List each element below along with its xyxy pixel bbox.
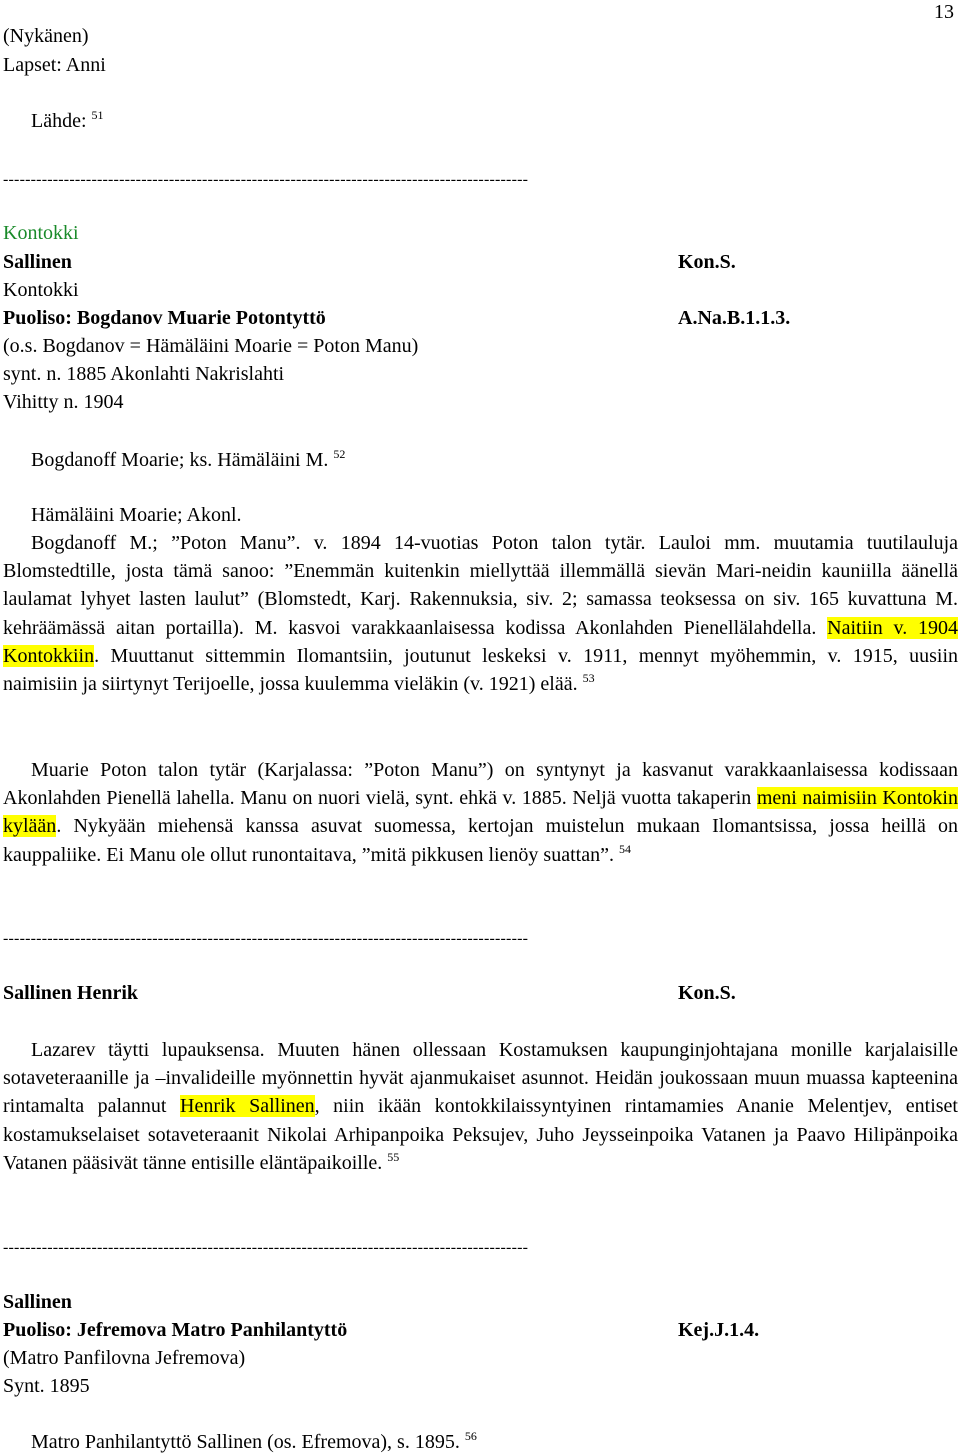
text-line: (Nykänen): [3, 25, 89, 47]
place: Kontokki: [3, 279, 79, 301]
reference-code: A.Na.B.1.1.3.: [678, 307, 791, 329]
reference-text: Bogdanoff Moarie; ks. Hämäläini M.: [31, 449, 329, 471]
paragraph: [3, 529, 958, 698]
birth-line: Synt. 1895: [3, 1375, 90, 1397]
spouse-line: Puoliso: Jefremova Matro Panhilantyttö: [3, 1319, 348, 1341]
paragraph-text: . Muuttanut sittemmin Ilomantsiin, joutunut leskeksi v. 1911, mennyt myöhemmin, v. 1915, uusiin naimisiin ja siirtynyt Terijoelle, jossa kuulemma vieläkin (v. 1921) elää.: [3, 644, 958, 696]
divider: -----------------------------------------------------------------------------------------------: [3, 1239, 529, 1256]
divider: -----------------------------------------------------------------------------------------------: [3, 930, 529, 947]
highlighted-text: Henrik Sallinen: [180, 1095, 315, 1118]
paragraph-heading: Hämäläini Moarie; Akonl.: [31, 504, 242, 526]
reference-line: [31, 1430, 477, 1454]
source-line: [31, 109, 104, 133]
highlighted-text: meni naimisiin Kontokin kylään: [3, 787, 958, 838]
alias-line: (o.s. Bogdanov = Hämäläini Moarie = Poton Manu): [3, 335, 419, 357]
footnote-ref: 51: [91, 108, 104, 122]
source-label: Lähde:: [31, 110, 87, 132]
footnote-ref: 56: [464, 1429, 477, 1443]
paragraph-text: . Nykyään miehensä kanssa asuvat suomessa, kertojan muistelun mukaan Ilomantsissa, jossa heillä on kauppaliike. Ei Manu ole ollut runontaitava, ”mitä pikkusen lienöy suattan”.: [3, 815, 958, 866]
person-name: Sallinen Henrik: [3, 982, 139, 1004]
text-line: Lapset: Anni: [3, 54, 106, 76]
paragraph-text: Lazarev täytti lupauksensa. Muuten hänen ollessaan Kostamuksen kaupunginjohtajana monille karjalaisille sotaveteraanille ja –invalideille myönnettin hyvät ajanmukaiset asunnot. Heidän joukossaan muun muassa kapteenina rintamalta palannut: [3, 1039, 958, 1118]
paragraph-text: Muarie Poton talon tytär (Karjalassa: ”Poton Manu”) on syntynyt ja kasvanut varakkaanlaisessa kodissaan Akonlahden Pienellä lahella. Manu on nuori vielä, synt. ehkä v. 1885. Neljä vuotta takaperin: [3, 759, 958, 810]
page-number: 13: [934, 1, 954, 23]
surname: Sallinen: [3, 251, 72, 273]
birth-line: synt. n. 1885 Akonlahti Nakrislahti: [3, 363, 285, 385]
footnote-ref: 53: [582, 671, 595, 686]
footnote-ref: 54: [618, 841, 631, 856]
reference-text: Matro Panhilantyttö Sallinen (os. Efremova), s. 1895.: [31, 1431, 460, 1453]
marriage-line: Vihitty n. 1904: [3, 391, 124, 413]
spouse-line: Puoliso: Bogdanov Muarie Potontyttö: [3, 307, 326, 329]
paragraph-text: Bogdanoff M.; ”Poton Manu”. v. 1894 14-vuotias Poton talon tytär. Lauloi mm. muutamia tuutilauluja Blomstedtille, josta tämä sanoo: ”Enemmän kuitenkin miellyttää illemmällä sievän Mari-neidin kauniilla äänellä laulamat lyhyet lasten laulut” (Blomstedt, Karj. Rakennuksia, siv. 2; samassa teoksessa on siv. 165 kuvattuna M. kehräämässä aitan portailla). M. kasvoi varakkaanlaisessa kodissa Akonlahden Pienellälahdella.: [3, 532, 958, 639]
place-heading: Kontokki: [3, 222, 79, 244]
paragraph: [3, 756, 958, 869]
surname: Sallinen: [3, 1291, 72, 1313]
footnote-ref: 52: [333, 447, 346, 461]
alias-line: (Matro Panfilovna Jefremova): [3, 1347, 246, 1369]
highlighted-text: Naitiin v. 1904 Kontokkiin: [3, 616, 958, 667]
footnote-ref: 55: [387, 1149, 400, 1164]
reference-code: Kon.S.: [678, 982, 736, 1004]
paragraph: [3, 1036, 958, 1177]
divider: -----------------------------------------------------------------------------------------------: [3, 171, 529, 188]
reference-code: Kon.S.: [678, 251, 736, 273]
reference-code: Kej.J.1.4.: [678, 1319, 760, 1341]
reference-line: [31, 448, 345, 472]
paragraph-text: , niin ikään kontokkilaissyntyinen rintamamies Ananie Melentjev, entiset kostamukselaiset sotaveteraanit Nikolai Arhipanpoika Peksujev, Juho Jeysseinpoika Vatanen ja Paavo Hilipänpoika Vatanen pääsivät tänne entisille eläntäpaikoille.: [3, 1095, 958, 1174]
